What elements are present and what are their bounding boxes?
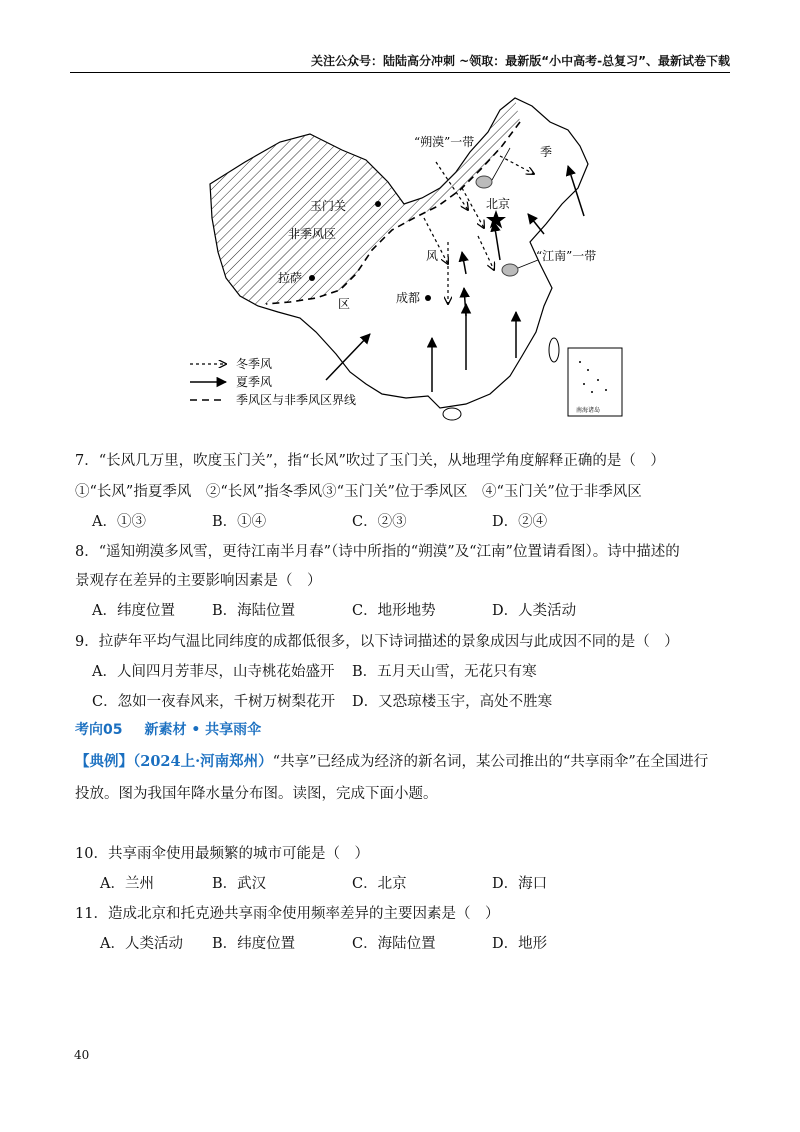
- example-source: （2024上·河南郑州）: [133, 753, 273, 770]
- section-title: 新素材 • 共享雨伞: [144, 722, 262, 738]
- q7-option-b: B．①④: [212, 514, 267, 530]
- q11-option-d: D．地形: [492, 936, 548, 952]
- q9-option-d: D．又恐琼楼玉宇，高处不胜寒: [352, 694, 553, 710]
- page-number: 40: [74, 1048, 90, 1062]
- q8-stem-line2: 景观存在差异的主要影响因素是（ ）: [75, 573, 322, 589]
- legend-boundary-label: 季风区与非季风区界线: [236, 393, 357, 407]
- label-beijing: 北京: [486, 197, 511, 211]
- label-yumenguan: 玉门关: [310, 199, 347, 213]
- legend-winter-label: 冬季风: [236, 357, 273, 371]
- example-tag: 【典例】: [75, 753, 133, 770]
- label-chengdu: 成都: [396, 291, 421, 305]
- page-header: 关注公众号：陆陆高分冲刺 ~领取：最新版“小中高考-总复习”、最新试卷下载: [311, 54, 730, 68]
- hainan-island: [443, 408, 461, 420]
- label-south-sea: 南海诸岛: [576, 407, 601, 414]
- q10-option-d: D．海口: [492, 876, 548, 892]
- south-sea-inset: [568, 348, 622, 416]
- label-lasa: 拉萨: [278, 271, 303, 285]
- map-legend: [190, 356, 356, 407]
- jiangnan-area-marker: [502, 264, 518, 276]
- shuomo-area-marker: [476, 176, 492, 188]
- label-nonmonsoon: 非季风区: [288, 227, 337, 241]
- label-ji: 季: [540, 145, 553, 159]
- example-line1: [75, 752, 708, 772]
- china-monsoon-map: [170, 92, 650, 422]
- q10-option-a: A．兰州: [100, 876, 154, 892]
- taiwan-island: [549, 338, 559, 362]
- q11-stem: 11．造成北京和托克逊共享雨伞使用频率差异的主要因素是（ ）: [75, 906, 500, 922]
- example-text-line1: “共享”已经成为经济的新名词，某公司推出的“共享雨伞”在全国进行: [272, 754, 709, 770]
- q11-option-c: C．海陆位置: [352, 936, 436, 952]
- label-shuomo: “朔漠”一带: [414, 135, 475, 149]
- q7-statements: ①“长风”指夏季风 ②“长风”指冬季风③“玉门关”位于季风区 ④“玉门关”位于非季风区: [75, 484, 642, 500]
- label-feng: 风: [426, 249, 439, 263]
- q9-option-a: A．人间四月芳菲尽，山寺桃花始盛开: [92, 664, 335, 680]
- label-jiangnan: “江南”一带: [536, 249, 597, 263]
- q8-option-a: A．纬度位置: [92, 603, 175, 619]
- q10-option-c: C．北京: [352, 876, 407, 892]
- header-rule: [70, 72, 730, 73]
- q8-stem-line1: 8．“遥知朔漠多风雪，更待江南半月春”（诗中所指的“朔漠”及“江南”位置请看图）。诗中描述的: [75, 544, 680, 560]
- q7-option-a: A．①③: [92, 514, 146, 530]
- q11-option-a: A．人类活动: [100, 936, 183, 952]
- q7-stem: 7．“长风几万里，吹度玉门关”，指“长风”吹过了玉门关，从地理学角度解释正确的是（ ）: [75, 453, 665, 469]
- q8-option-d: D．人类活动: [492, 603, 577, 619]
- q11-option-b: B．纬度位置: [212, 936, 296, 952]
- section-heading: [75, 719, 283, 739]
- lasa-dot: [309, 275, 315, 281]
- q9-option-c: C．忽如一夜春风来，千树万树梨花开: [92, 694, 336, 710]
- q9-option-b: B．五月天山雪，无花只有寒: [352, 664, 537, 680]
- yumenguan-dot: [375, 201, 381, 207]
- label-qu: 区: [338, 297, 351, 311]
- q10-stem: 10．共享雨伞使用最频繁的城市可能是（ ）: [75, 846, 369, 862]
- chengdu-dot: [425, 295, 431, 301]
- q8-option-c: C．地形地势: [352, 603, 436, 619]
- q9-stem: 9．拉萨年平均气温比同纬度的成都低很多，以下诗词描述的景象成因与此成因不同的是（ ）: [75, 634, 679, 650]
- q8-option-b: B．海陆位置: [212, 603, 296, 619]
- q7-option-c: C．②③: [352, 514, 407, 530]
- section-number: 考向05: [75, 722, 123, 738]
- example-text-line2: 投放。图为我国年降水量分布图。读图，完成下面小题。: [75, 786, 438, 802]
- legend-summer-label: 夏季风: [236, 375, 273, 389]
- q7-option-d: D．②④: [492, 514, 548, 530]
- q10-option-b: B．武汉: [212, 876, 267, 892]
